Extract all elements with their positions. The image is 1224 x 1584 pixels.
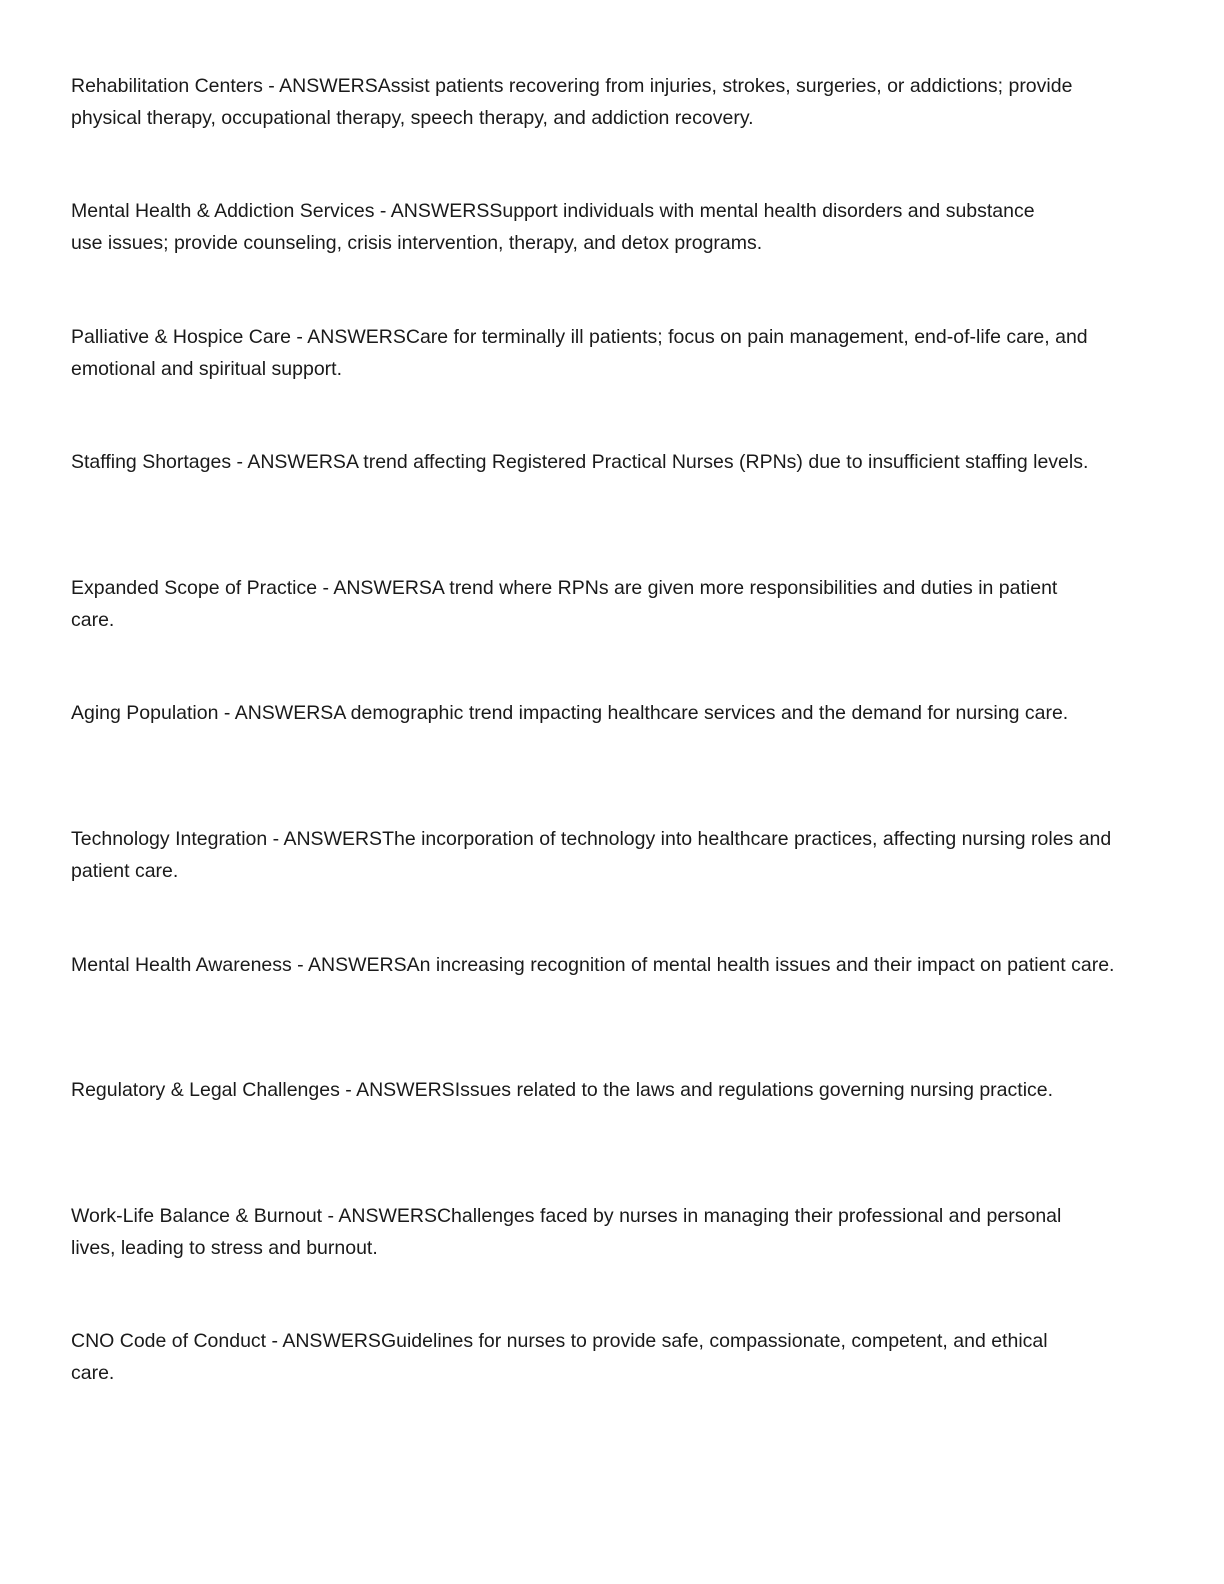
entry-expanded-scope-of-practice [71, 573, 1101, 636]
entry-answer: Challenges faced by nurses in managing their professional and personal lives, leading to stress and burnout. [71, 1205, 1062, 1259]
entry-answer: Support individuals with mental health disorders and substance use issues; provide counseling, crisis intervention, therapy, and detox programs. [71, 200, 1035, 254]
entry-answer: A trend affecting Registered Practical Nurses (RPNs) due to insufficient staffing levels. [345, 451, 1089, 473]
entry-answer: Care for terminally ill patients; focus on pain management, end-of-life care, and emotional and spiritual support. [71, 326, 1088, 380]
entry-cno-code-of-conduct [71, 1326, 1091, 1389]
entry-term: Mental Health & Addiction Services - ANSWERS [71, 200, 490, 222]
entry-answer: A trend where RPNs are given more responsibilities and duties in patient care. [71, 577, 1058, 631]
entry-work-life-balance-burnout [71, 1201, 1091, 1264]
entry-answer: The incorporation of technology into healthcare practices, affecting nursing roles and patient care. [71, 828, 1112, 882]
entry-answer: An increasing recognition of mental health issues and their impact on patient care. [406, 954, 1115, 976]
entry-term: Technology Integration - ANSWERS [71, 828, 383, 850]
entry-aging-population [71, 698, 1141, 730]
entry-answer: Assist patients recovering from injuries, strokes, surgeries, or addictions; provide physical therapy, occupational therapy, speech therapy, and addiction recovery. [71, 75, 1073, 129]
entry-rehabilitation-centers [71, 71, 1131, 134]
entry-term: Mental Health Awareness - ANSWERS [71, 954, 407, 976]
entry-regulatory-legal-challenges [71, 1075, 1081, 1107]
entry-answer: Issues related to the laws and regulations governing nursing practice. [454, 1079, 1054, 1101]
entry-mental-health-addiction-services [71, 196, 1061, 259]
entry-answer: Guidelines for nurses to provide safe, compassionate, competent, and ethical care. [71, 1330, 1048, 1384]
entry-term: Aging Population - ANSWERS [71, 702, 334, 724]
entry-term: Work-Life Balance & Burnout - ANSWERS [71, 1205, 437, 1227]
entry-term: Expanded Scope of Practice - ANSWERS [71, 577, 432, 599]
entry-staffing-shortages [71, 447, 1141, 479]
entry-term: Palliative & Hospice Care - ANSWERS [71, 326, 406, 348]
entry-answer: A demographic trend impacting healthcare services and the demand for nursing care. [333, 702, 1069, 724]
entry-technology-integration [71, 824, 1161, 887]
entry-palliative-hospice-care [71, 322, 1121, 385]
entry-mental-health-awareness [71, 950, 1121, 982]
entry-term: Staffing Shortages - ANSWERS [71, 451, 346, 473]
entry-term: CNO Code of Conduct - ANSWERS [71, 1330, 381, 1352]
entry-term: Regulatory & Legal Challenges - ANSWERS [71, 1079, 455, 1101]
entry-term: Rehabilitation Centers - ANSWERS [71, 75, 378, 97]
